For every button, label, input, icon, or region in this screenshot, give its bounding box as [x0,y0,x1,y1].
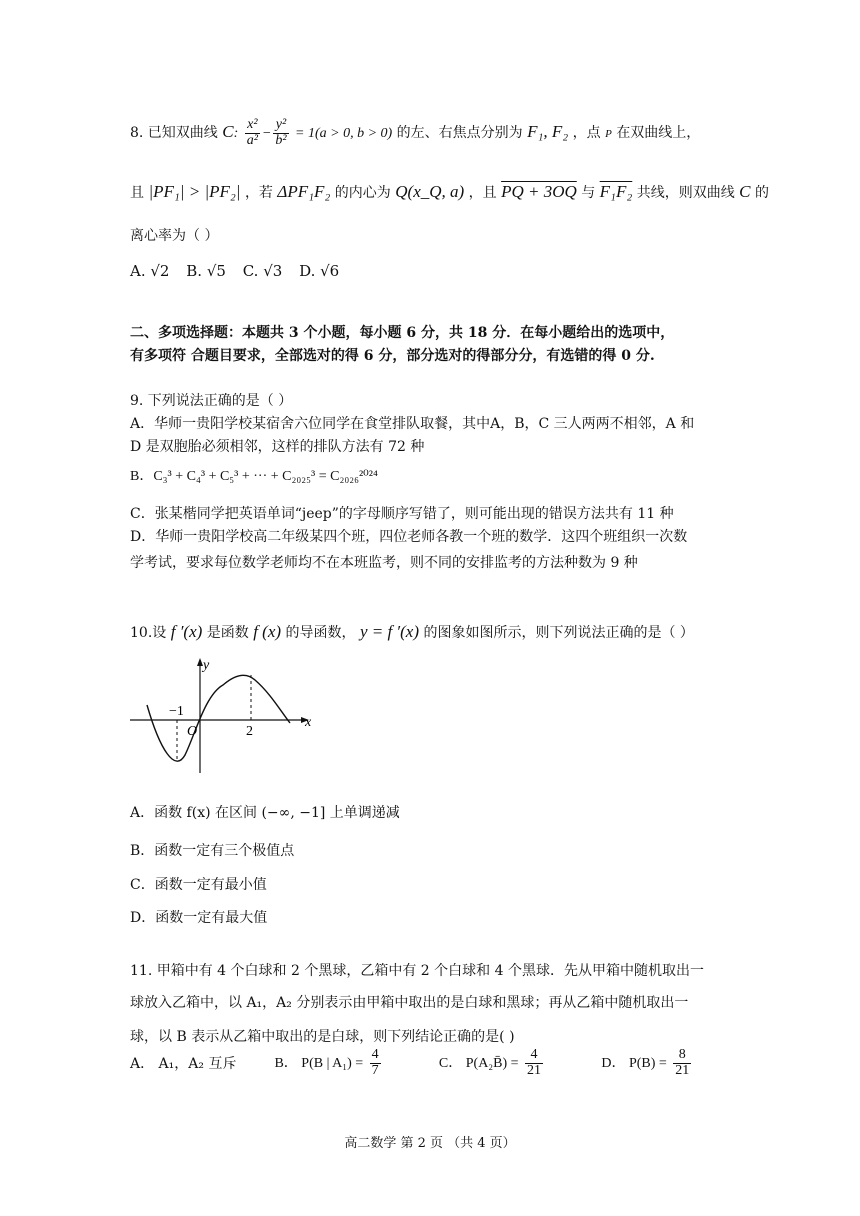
q8-text: 8. 已知双曲线 [130,125,218,142]
frac-den: 21 [675,1062,690,1078]
graph-label-minus-one: −1 [169,704,184,719]
q8-text: ，若 [244,185,273,201]
section2-line1: 二、多项选择题：本题共 3 个小题，每小题 6 分，共 18 分．在每小题给出的选项中， [130,325,675,341]
q8-frac-x: $\frac{\text{x²}}{\text{a²}}$ [246,117,258,148]
graph-label-two: 2 [246,724,253,739]
q8-options [130,262,339,280]
page-footer: 高二数学 第 2 页 （共 4 页） [344,1136,516,1151]
q8-vector-f1f2: F₁F₂ [599,182,633,201]
q11-line1: 11. 甲箱中有 4 个白球和 2 个黑球，乙箱中有 2 个白球和 4 个黑球．先从甲箱中随机取出一 [130,963,704,979]
graph-label-origin: O [187,724,198,739]
q8-frac-y: $\frac{\text{y²}}{\text{b²}}$ [275,117,287,148]
q10-derivative-graph [125,655,325,775]
q8-line3: 离心率为（ ） [130,228,219,244]
frac-num: 8 [673,1048,691,1064]
q11-option-c-frac [525,1048,543,1078]
q10-option-c: C．函数一定有最小值 [130,877,267,893]
q9-option-b: B．C₃³ + C₄³ + C₅³ + ··· + C₂₀₂₅³ = C₂₀₂₆²⁰²⁴ [130,469,378,484]
q10-equation: y = f ′(x) [359,622,420,641]
q8-text: 的 [754,185,769,201]
q10-option-b: B．函数一定有三个极值点 [130,843,295,859]
q10-function: f (x) [253,622,282,641]
q8-line1: 8. 已知双曲线 C: $\frac{\text{x²}}{\text{a²}}$ − $\frac{\text{y²}}{\text{b²}}$ = 1(a > 0, b > 0) 的左、右焦点分别为 F₁, F₂ ，点 P 在双曲线上， [130,117,701,148]
q11-option-a: A． A₁，A₂ 互斥 [130,1056,237,1073]
graph-label-y: y [203,658,210,673]
q11-option-d-frac [673,1048,691,1078]
q8-text: 与 [581,185,596,201]
q11-line2: 球放入乙箱中，以 A₁，A₂ 分别表示由甲箱中取出的是白球和黑球；再从乙箱中随机取出一 [130,995,689,1011]
q8-text: ，且 [468,185,497,201]
q11-line3: 球，以 B 表示从乙箱中取出的是白球，则下列结论正确的是( ) [130,1029,515,1045]
graph-label-x: x [305,715,312,730]
q8-text: 且 [130,185,144,201]
q8-curve-name: C [739,182,751,201]
q11-option-b-frac [370,1048,381,1078]
q11-option-d [601,1048,693,1078]
q9-option-d-line2: 学考试，要求每位数学老师均不在本班监考，则不同的安排监考的方法种数为 9 种 [130,555,638,571]
q8-option-c: C. √3 [242,262,283,280]
q10-stem [130,622,694,642]
q10-text: 的导函数， [285,625,356,641]
frac-num: 4 [371,1047,379,1062]
q8-foci: F₁, F₂ [527,122,569,142]
q10-derivative: f ′(x) [170,622,203,641]
q10-text: 的图象如图所示，则下列说法正确的是（ ） [423,625,694,641]
q11-option-c [439,1048,597,1078]
frac-num: 4 [525,1048,543,1064]
section2-line2: 有多项符 合题目要求，全部选对的得 6 分，部分选对的得部分分，有选错的得 0 分. [130,348,655,364]
q9-option-c: C．张某楷同学把英语单词“jeep”的字母顺序写错了，则可能出现的错误方法共有 11 种 [130,506,674,522]
q10-text: 是函数 [206,625,249,641]
q8-text: 共线，则双曲线 [636,185,735,201]
q8-vector-sum: PQ + 3OQ [501,182,577,201]
q8-point: P [605,128,612,141]
q8-text: 在双曲线上， [616,125,701,142]
q11-options [130,1048,693,1090]
q8-option-d: D. √6 [299,262,340,280]
q10-option-d: D．函数一定有最大值 [130,910,268,926]
q8-text: ，点 [572,125,601,142]
q10-option-a: A．函数 f(x) 在区间 (−∞, −1] 上单调递减 [130,805,400,821]
q8-option-a: A. √2 [130,262,170,280]
frac-den: 7 [371,1062,379,1078]
q8-equation: = 1(a > 0, b > 0) [295,126,393,142]
q8-inequality: |PF₁| > |PF₂| [148,182,241,201]
q8-incenter: Q(x_Q, a) [395,182,465,201]
q11-option-d-text: D． P(B) = [601,1056,667,1072]
q8-text: 的内心为 [334,185,391,201]
q8-curve-name: C [222,122,234,142]
q11-option-c-text: C． P(A₂B̄) = [438,1056,519,1072]
q8-line2 [130,182,769,202]
q9-option-d-line1: D．华师一贵阳学校高二年级某四个班，四位老师各教一个班的数学．这四个班组织一次数 [130,529,688,545]
q9-option-a-line2: D 是双胞胎必须相邻，这样的排队方法有 72 种 [130,439,425,455]
frac-den: 21 [527,1062,542,1078]
q9-stem: 9. 下列说法正确的是（ ） [130,393,293,409]
q8-option-b: B. √5 [186,262,226,280]
q10-text: 10.设 [130,625,167,641]
q8-text: 的左、右焦点分别为 [396,125,523,142]
q11-option-b-text: B． P(B | A₁) = [274,1056,364,1072]
q8-triangle: ΔPF₁F₂ [277,182,331,201]
q9-option-a-line1: A．华师一贵阳学校某宿舍六位同学在食堂排队取餐，其中A，B，C 三人两两不相邻，A 和 [130,416,695,432]
q11-option-b [274,1048,434,1078]
